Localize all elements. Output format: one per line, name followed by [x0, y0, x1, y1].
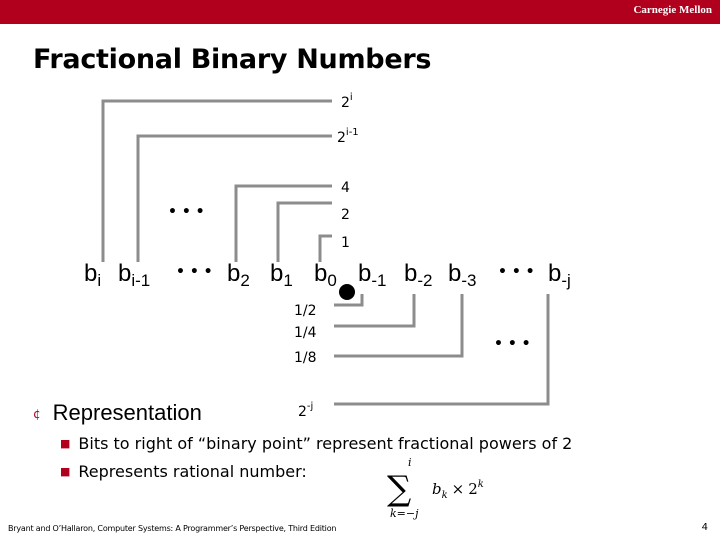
- bit-b-neg-2: $b_{-2}$: [404, 260, 433, 290]
- sum-symbol: ∑: [387, 469, 412, 509]
- connector-b0: [320, 236, 332, 262]
- bit-b-i-1: $b_{i-1}$: [118, 260, 151, 290]
- bit-b-neg-j: $b_{-j}$: [548, 260, 571, 290]
- weight-2-neg-j: $2^{-j}$: [298, 401, 314, 420]
- connector-b2: [236, 186, 332, 262]
- sub-bullet-fractional-powers: [60, 434, 572, 453]
- weight-quarter: 1/4: [294, 325, 317, 341]
- weight-half: 1/2: [294, 303, 317, 319]
- sum-formula: [387, 456, 484, 520]
- ellipsis-bits-right: • • •: [498, 264, 535, 280]
- ellipsis-bits-left: • • •: [176, 264, 213, 280]
- weight-1: 1: [341, 235, 350, 251]
- sub-bullet-text: Represents rational number:: [78, 462, 307, 481]
- bit-b-neg-1: $b_{-1}$: [358, 260, 387, 290]
- left-weights: [337, 92, 359, 251]
- weight-4: 4: [341, 180, 350, 196]
- bit-b-neg-3: $b_{-3}$: [448, 260, 477, 290]
- binary-point: [339, 284, 355, 300]
- right-weights: [294, 303, 317, 420]
- ellipsis-group: [168, 204, 535, 352]
- sum-term: $b_k \times 2^k$: [432, 479, 484, 501]
- weight-2: 2: [341, 207, 350, 223]
- bit-b-0: $b_0$: [314, 260, 337, 290]
- bit-b-1: $b_1$: [270, 260, 293, 290]
- connectors: [103, 101, 548, 404]
- square-bullet-icon: ■: [60, 437, 71, 450]
- ellipsis-upper-left: • • •: [168, 204, 205, 220]
- weight-2-i-1: 2$^{i-1}$: [337, 127, 359, 146]
- representation-label: Representation: [52, 400, 202, 425]
- bit-b-i: $b_i$: [84, 260, 102, 290]
- sum-lower-limit: k=−j: [390, 507, 419, 520]
- brand-label: Carnegie Mellon: [633, 4, 712, 16]
- page-number: 4: [701, 522, 708, 533]
- sub-bullet-text: Bits to right of “binary point” represent fractional powers of 2: [78, 434, 573, 453]
- bullet-representation: [33, 400, 202, 426]
- ellipsis-lower-right: • • •: [494, 336, 531, 352]
- weight-eighth: 1/8: [294, 350, 317, 366]
- bit-b-2: $b_2$: [227, 260, 250, 290]
- footer-citation: Bryant and O’Hallaron, Computer Systems: A Programmer’s Perspective, Third Edition: [8, 524, 337, 533]
- bullet-marker-icon: ¢: [33, 407, 41, 421]
- square-bullet-icon: ■: [60, 465, 71, 478]
- connector-b1: [278, 203, 332, 262]
- sub-bullet-rational: [60, 462, 307, 481]
- sum-upper-limit: i: [408, 456, 412, 469]
- slide-title: Fractional Binary Numbers: [33, 44, 432, 75]
- weight-2-i: 2$^i$: [341, 92, 353, 111]
